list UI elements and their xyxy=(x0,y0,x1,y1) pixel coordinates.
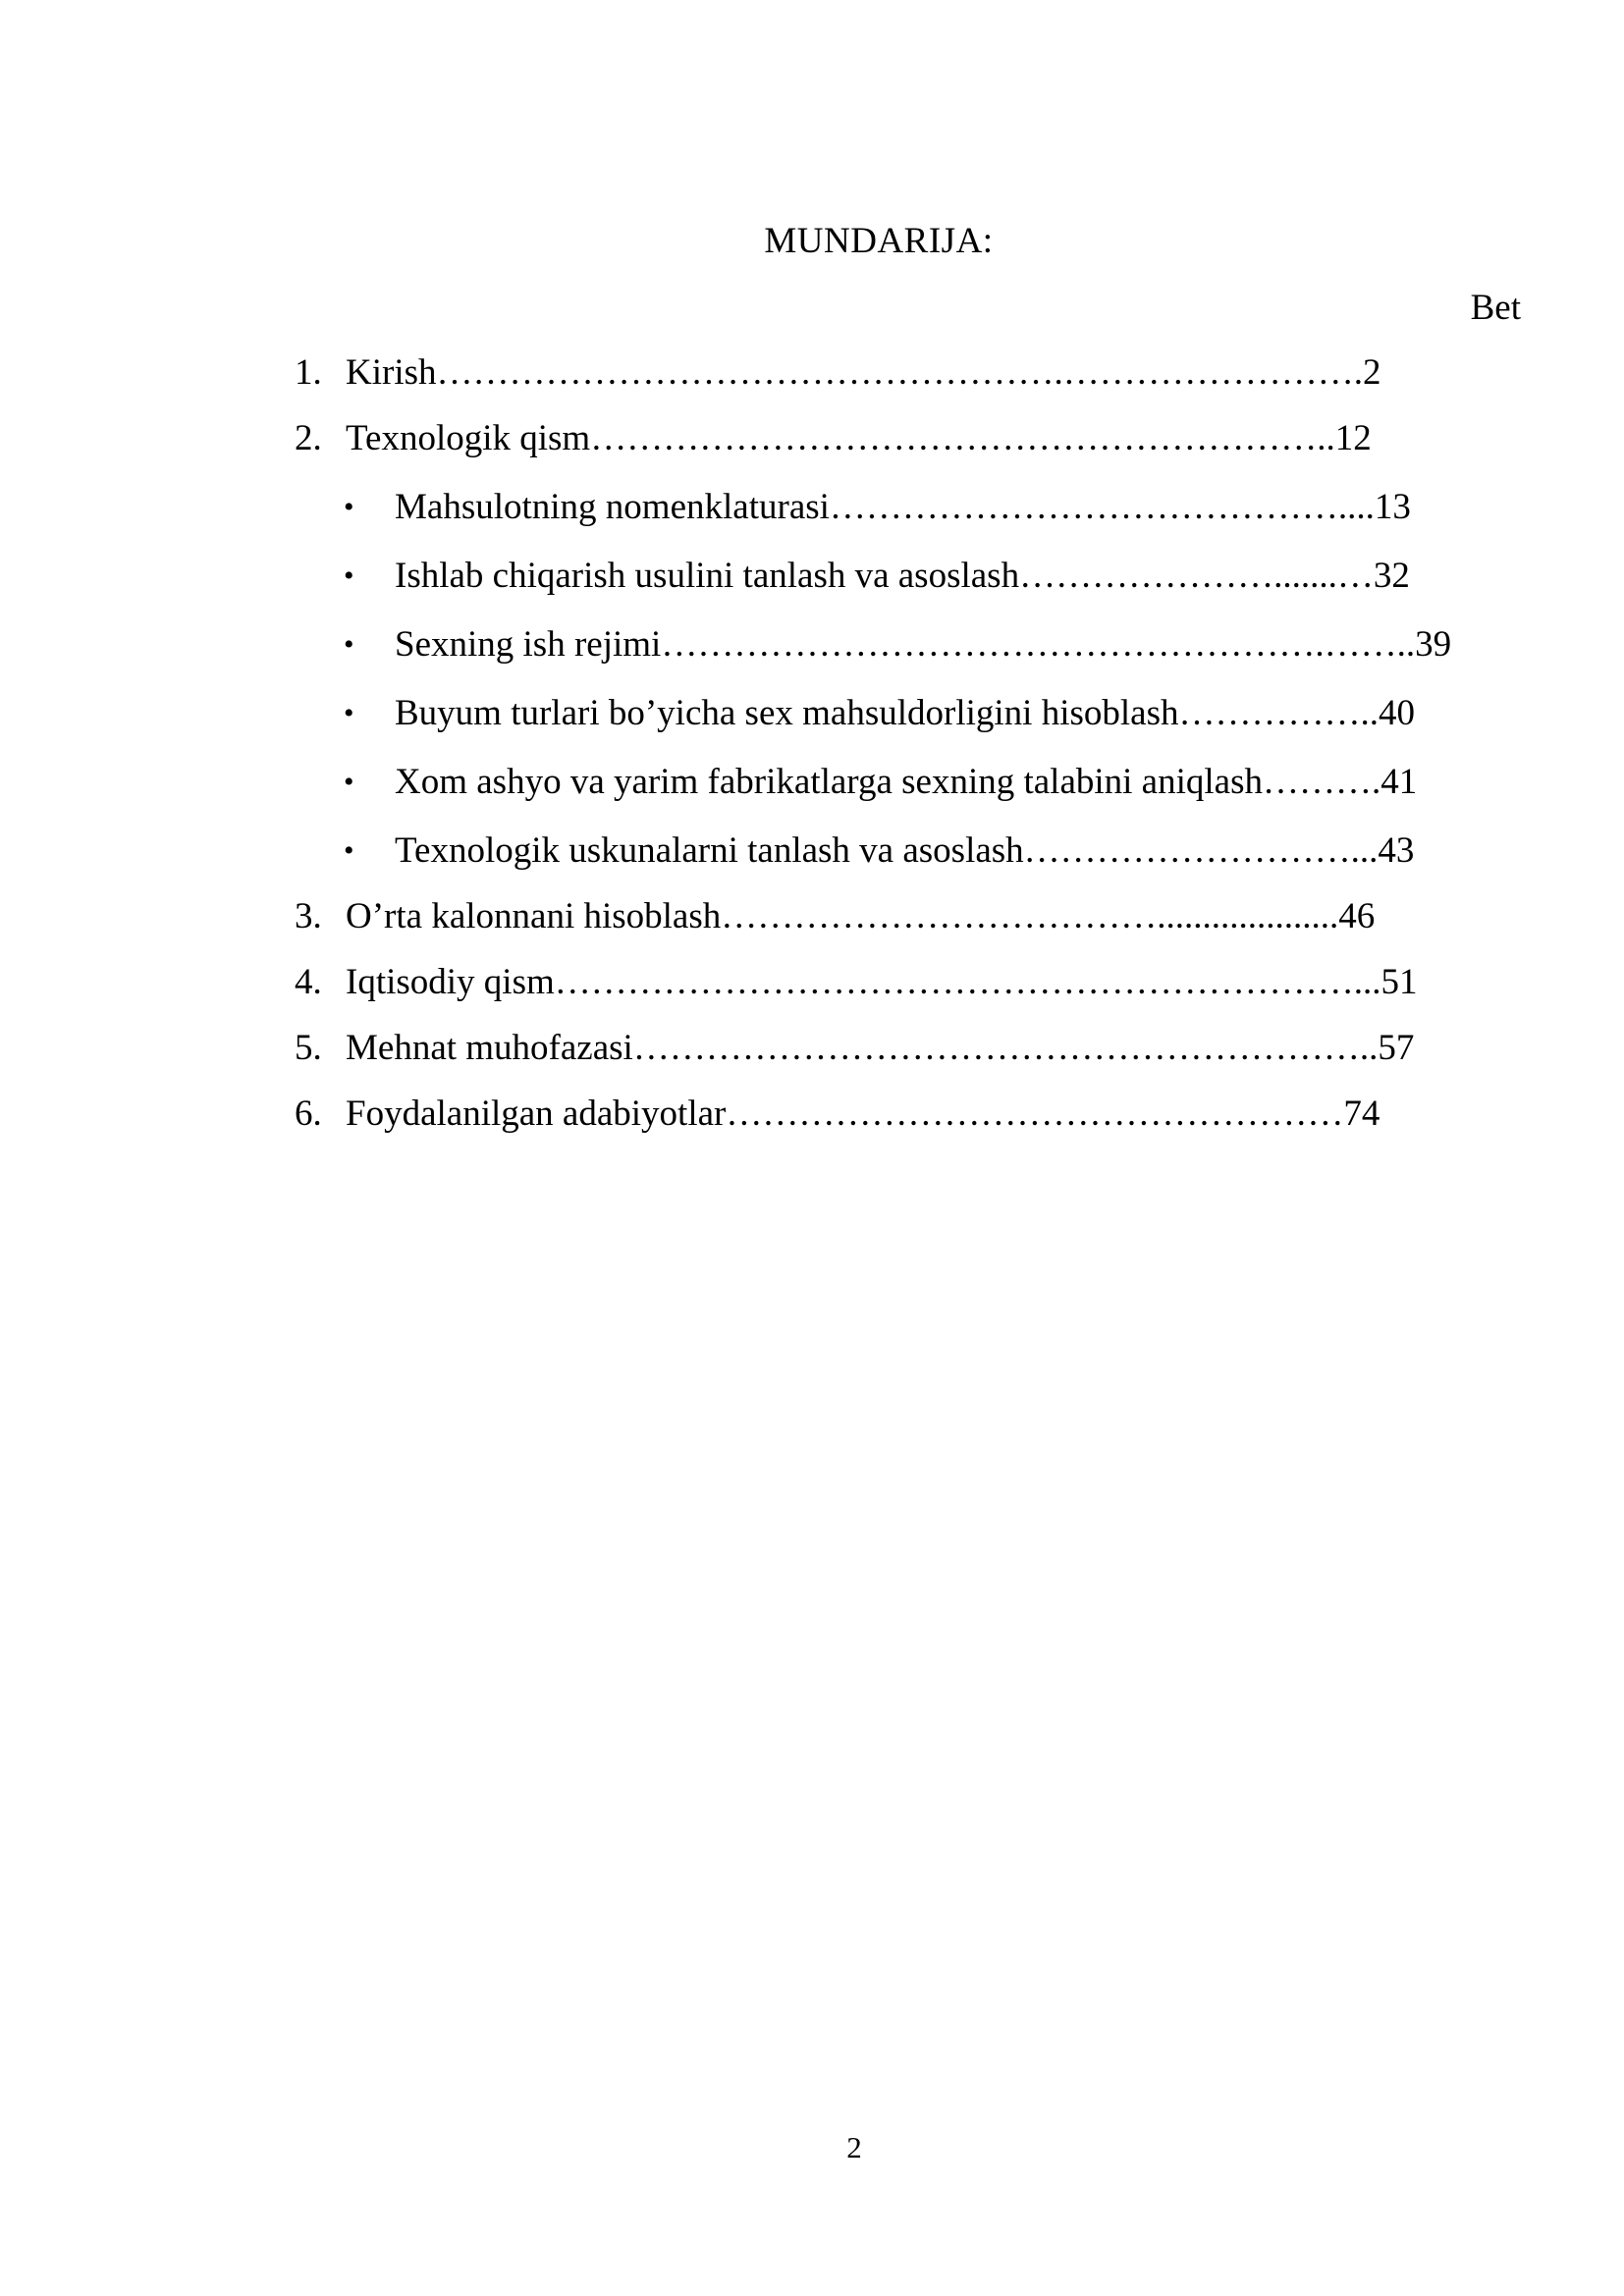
toc-subentry xyxy=(295,691,1415,736)
toc-entry-text: Xom ashyo va yarim fabrikatlarga sexning talabini aniqlash……….41 xyxy=(395,762,1418,802)
toc-entry-text: Mehnat muhofazasi……………………………………………………..57 xyxy=(346,1028,1415,1068)
toc-entry xyxy=(295,1092,1380,1137)
toc-entry-text: O’rta kalonnani hisoblash………………………………....................46 xyxy=(346,896,1376,936)
toc-entry-text: Buyum turlari bo’yicha sex mahsuldorligini hisoblash……………..40 xyxy=(395,693,1415,733)
bullet-icon: • xyxy=(344,560,354,592)
toc-entry xyxy=(295,894,1375,939)
page-column-header: Bet xyxy=(1470,288,1521,328)
toc-subentry xyxy=(295,828,1414,874)
toc-entry xyxy=(295,1026,1414,1071)
toc-entry xyxy=(295,960,1418,1005)
toc-entry-text: Ishlab chiqarish usulini tanlash va asoslash………………….......…32 xyxy=(395,556,1410,596)
toc-entry-number: 1. xyxy=(295,352,322,393)
toc-entry-number: 2. xyxy=(295,418,322,458)
toc-entry-text: Foydalanilgan adabiyotlar……………………………………………74 xyxy=(346,1094,1380,1134)
toc-entry-text: Texnologik uskunalarni tanlash va asoslash………………………...43 xyxy=(395,830,1415,871)
bullet-icon: • xyxy=(344,766,354,798)
bullet-icon: • xyxy=(344,628,354,661)
toc-entry-text: Mahsulotning nomenklaturasi……………………………………....13 xyxy=(395,487,1411,527)
bullet-icon: • xyxy=(344,491,354,523)
page-title: MUNDARIJA: xyxy=(764,221,994,261)
toc-subentry xyxy=(295,554,1410,599)
bullet-icon: • xyxy=(344,834,354,867)
toc-entry-text: Iqtisodiy qism…………………………………………………………...51 xyxy=(346,962,1418,1002)
toc-entry-number: 6. xyxy=(295,1094,322,1134)
toc-entry-number: 3. xyxy=(295,896,322,936)
toc-subentry xyxy=(295,760,1417,805)
bullet-icon: • xyxy=(344,697,354,729)
toc-entry-text: Sexning ish rejimi……………………………………………….……..39 xyxy=(395,624,1452,665)
toc-entry-number: 4. xyxy=(295,962,322,1002)
toc-entry xyxy=(295,416,1372,461)
toc-subentry xyxy=(295,485,1411,530)
toc-entry-text: Kirish…………………………………………….…………………….2 xyxy=(346,352,1381,393)
toc-subentry xyxy=(295,622,1451,667)
toc-entry-number: 5. xyxy=(295,1028,322,1068)
toc-entry-text: Texnologik qism……………………………………………………..12 xyxy=(346,418,1372,458)
page-number: 2 xyxy=(846,2130,862,2164)
toc-entry xyxy=(295,350,1381,396)
